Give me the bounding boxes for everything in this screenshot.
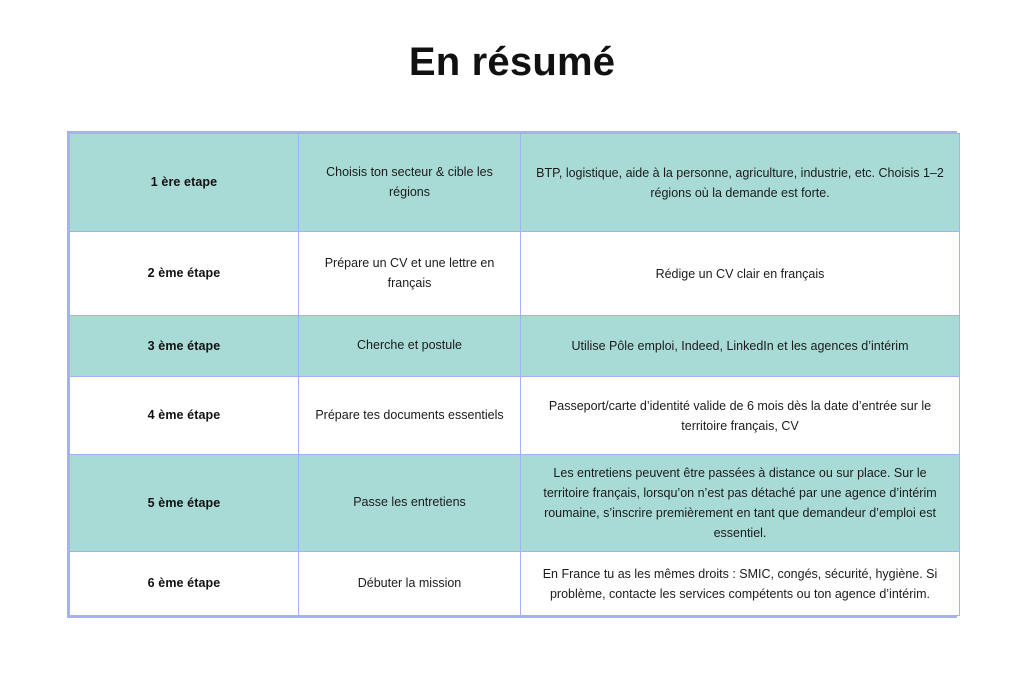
summary-table	[69, 133, 960, 616]
step-action-cell: Débuter la mission	[299, 552, 521, 616]
step-action-cell: Passe les entretiens	[299, 455, 521, 552]
table-row	[70, 455, 960, 552]
table-row	[70, 232, 960, 316]
step-detail-cell: BTP, logistique, aide à la personne, agriculture, industrie, etc. Choisis 1–2 régions où la demande est forte.	[521, 134, 960, 232]
step-label-cell: 5 ème étape	[70, 455, 299, 552]
table-row	[70, 377, 960, 455]
table-row	[70, 552, 960, 616]
step-action-cell: Prépare un CV et une lettre en français	[299, 232, 521, 316]
step-label-cell: 1 ère etape	[70, 134, 299, 232]
page-title: En résumé	[408, 40, 616, 84]
step-detail-cell: Passeport/carte d’identité valide de 6 mois dès la date d’entrée sur le territoire français, CV	[521, 377, 960, 455]
step-label-cell: 2 ème étape	[70, 232, 299, 316]
step-detail-cell: En France tu as les mêmes droits : SMIC, congés, sécurité, hygiène. Si problème, contacte les services compétents ou ton agence d’intérim.	[521, 552, 960, 616]
step-detail-cell: Utilise Pôle emploi, Indeed, LinkedIn et les agences d’intérim	[521, 316, 960, 377]
step-label-cell: 3 ème étape	[70, 316, 299, 377]
step-label-cell: 6 ème étape	[70, 552, 299, 616]
summary-table-body	[70, 134, 960, 616]
step-detail-cell: Rédige un CV clair en français	[521, 232, 960, 316]
step-action-cell: Choisis ton secteur & cible les régions	[299, 134, 521, 232]
step-detail-cell: Les entretiens peuvent être passées à distance ou sur place. Sur le territoire français, lorsqu’on n’est pas détaché par une agence d’intérim roumaine, s’inscrire premièrement en tant que demandeur d’emploi est essentiel.	[521, 455, 960, 552]
table-row	[70, 134, 960, 232]
table-row	[70, 316, 960, 377]
step-label-cell: 4 ème étape	[70, 377, 299, 455]
step-action-cell: Prépare tes documents essentiels	[299, 377, 521, 455]
step-action-cell: Cherche et postule	[299, 316, 521, 377]
summary-table-container	[67, 131, 957, 618]
